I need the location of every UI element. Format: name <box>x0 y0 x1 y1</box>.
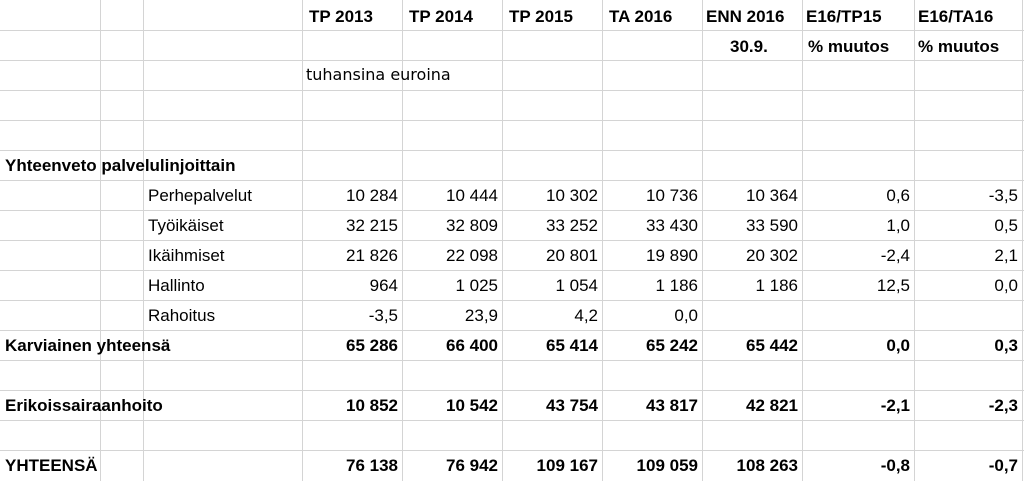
value-cell: -3,5 <box>988 186 1018 205</box>
row-label: Perhepalvelut <box>148 186 252 205</box>
value-cell: 76 138 <box>346 456 398 475</box>
value-cell: 109 059 <box>636 456 698 475</box>
value-cell: 65 414 <box>546 336 598 355</box>
value-cell: 2,1 <box>994 246 1018 265</box>
value-cell: 10 302 <box>546 186 598 205</box>
column-header-enn2016: ENN 2016 <box>706 7 785 26</box>
column-subheader-percent-change: % muutos <box>918 37 1000 56</box>
unit-note: tuhansina euroina <box>306 65 451 84</box>
value-cell: -0,7 <box>988 456 1018 475</box>
row-label: YHTEENSÄ <box>5 456 98 475</box>
value-cell: -3,5 <box>368 306 398 325</box>
grid-line <box>0 120 1024 121</box>
value-cell: 1 054 <box>555 276 598 295</box>
value-cell: 20 801 <box>546 246 598 265</box>
section-title: Yhteenveto palvelulinjoittain <box>5 156 236 175</box>
value-cell: 0,0 <box>994 276 1018 295</box>
value-cell: 10 736 <box>646 186 698 205</box>
value-cell: 1 186 <box>755 276 798 295</box>
column-header-e16-tp15: E16/TP15 <box>806 7 882 26</box>
value-cell: 21 826 <box>346 246 398 265</box>
value-cell: -2,4 <box>880 246 910 265</box>
row-label: Ikäihmiset <box>148 246 225 265</box>
value-cell: 43 754 <box>546 396 598 415</box>
value-cell: 33 590 <box>746 216 798 235</box>
value-cell: -2,3 <box>988 396 1018 415</box>
value-cell: 0,0 <box>674 306 698 325</box>
value-cell: 10 444 <box>446 186 498 205</box>
value-cell: 66 400 <box>446 336 498 355</box>
value-cell: 109 167 <box>536 456 598 475</box>
value-cell: 964 <box>369 276 398 295</box>
value-cell: 76 942 <box>446 456 498 475</box>
column-header-tp2014: TP 2014 <box>409 7 473 26</box>
column-subheader-date: 30.9. <box>730 37 768 56</box>
value-cell: 1 025 <box>455 276 498 295</box>
value-cell: 1 186 <box>655 276 698 295</box>
row-label: Hallinto <box>148 276 205 295</box>
value-cell: 65 242 <box>646 336 698 355</box>
column-header-tp2015: TP 2015 <box>509 7 573 26</box>
row-label: Rahoitus <box>148 306 216 325</box>
value-cell: 32 215 <box>346 216 398 235</box>
value-cell: -2,1 <box>880 396 910 415</box>
value-cell: 4,2 <box>574 306 598 325</box>
value-cell: 22 098 <box>446 246 498 265</box>
value-cell: 10 364 <box>746 186 798 205</box>
value-cell: 65 286 <box>346 336 398 355</box>
value-cell: 33 252 <box>546 216 598 235</box>
value-cell: 10 852 <box>346 396 398 415</box>
value-cell: 42 821 <box>746 396 798 415</box>
value-cell <box>806 301 910 331</box>
value-cell: 65 442 <box>746 336 798 355</box>
value-cell: 20 302 <box>746 246 798 265</box>
value-cell <box>918 301 1018 331</box>
value-cell: 0,0 <box>886 336 910 355</box>
value-cell: 32 809 <box>446 216 498 235</box>
grid-line <box>0 90 1024 91</box>
value-cell <box>706 301 798 331</box>
row-label: Karviainen yhteensä <box>5 336 171 355</box>
value-cell: 0,6 <box>886 186 910 205</box>
value-cell: 0,3 <box>994 336 1018 355</box>
column-subheader-percent-change: % muutos <box>808 37 890 56</box>
value-cell: 23,9 <box>464 306 498 325</box>
value-cell: 12,5 <box>876 276 910 295</box>
value-cell: 43 817 <box>646 396 698 415</box>
value-cell: 10 284 <box>346 186 398 205</box>
value-cell: 1,0 <box>886 216 910 235</box>
value-cell: -0,8 <box>880 456 910 475</box>
column-header-e16-ta16: E16/TA16 <box>918 7 994 26</box>
row-label: Työikäiset <box>148 216 224 235</box>
column-header-tp2013: TP 2013 <box>309 7 373 26</box>
column-header-ta2016: TA 2016 <box>609 7 673 26</box>
value-cell: 19 890 <box>646 246 698 265</box>
row-label: Erikoissairaanhoito <box>5 396 163 415</box>
value-cell: 108 263 <box>736 456 798 475</box>
value-cell: 33 430 <box>646 216 698 235</box>
value-cell: 10 542 <box>446 396 498 415</box>
value-cell: 0,5 <box>994 216 1018 235</box>
